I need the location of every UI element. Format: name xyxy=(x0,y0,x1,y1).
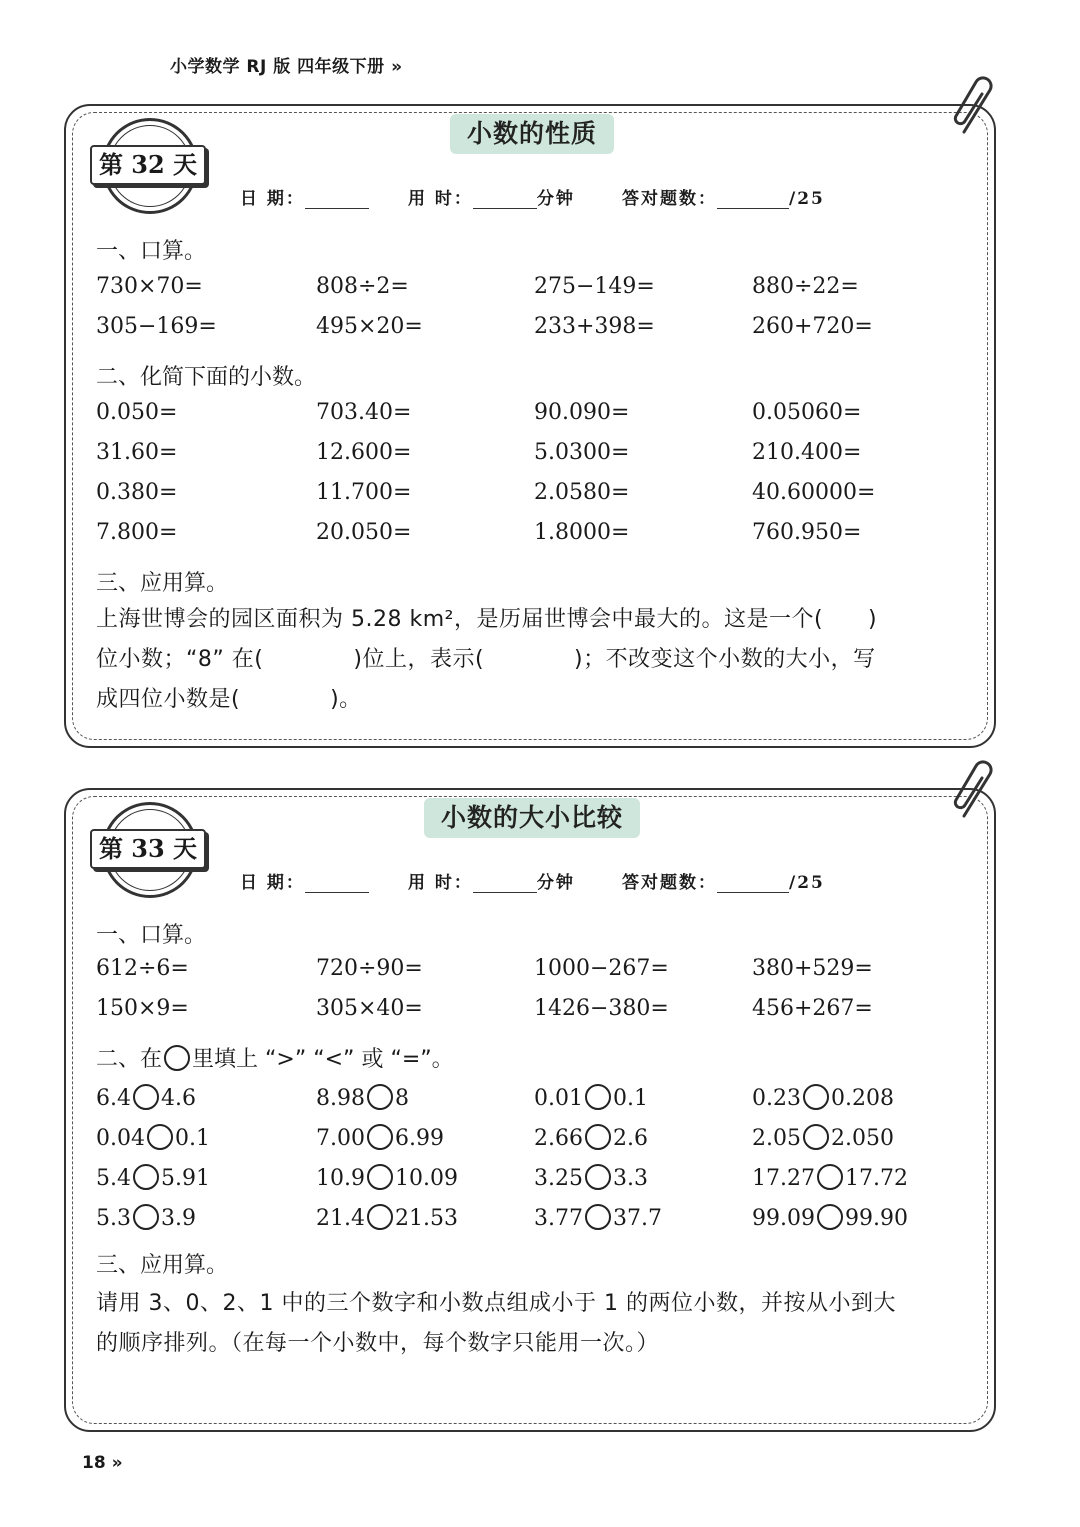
answer-circle[interactable] xyxy=(585,1204,611,1230)
compare-problem xyxy=(534,1084,648,1111)
left-value: 2.66 xyxy=(534,1126,583,1151)
simplify-problem: 0.05060= xyxy=(752,400,862,425)
problem-line: 请用 3、0、2、1 中的三个数字和小数点组成小于 1 的两位小数，并按从小到大 xyxy=(96,1291,896,1316)
compare-problem xyxy=(534,1164,648,1191)
oral-problem: 808÷2= xyxy=(316,274,409,299)
day33-s2-heading xyxy=(96,1042,454,1073)
right-value: 2.6 xyxy=(612,1126,648,1151)
right-value: 3.9 xyxy=(161,1206,196,1231)
answer-circle[interactable] xyxy=(585,1164,611,1190)
date-blank[interactable] xyxy=(305,876,369,893)
simplify-problem: 5.0300= xyxy=(534,440,630,465)
day32-s2-row xyxy=(0,480,880,514)
oral-problem: 150×9= xyxy=(96,996,189,1021)
simplify-problem: 760.950= xyxy=(752,520,862,545)
day32-s1-row xyxy=(0,314,880,348)
day32-meta-score xyxy=(622,184,825,209)
day32-meta-date xyxy=(240,184,369,209)
heading-post: 里填上 “>” “<” 或 “=”。 xyxy=(192,1047,454,1072)
score-blank[interactable] xyxy=(717,876,789,893)
answer-circle[interactable] xyxy=(803,1124,829,1150)
compare-problem xyxy=(752,1204,908,1231)
right-value: 17.72 xyxy=(844,1166,908,1191)
oral-problem: 275−149= xyxy=(534,274,655,299)
answer-circle[interactable] xyxy=(367,1124,393,1150)
day32-s1-heading: 一、口算。 xyxy=(96,239,207,264)
day32-s3-problem xyxy=(96,600,968,720)
oral-problem: 380+529= xyxy=(752,956,873,981)
simplify-problem: 11.700= xyxy=(316,480,412,505)
compare-problem xyxy=(752,1124,894,1151)
right-value: 0.208 xyxy=(830,1086,894,1111)
book-header: 小学数学 RJ 版 四年级下册 » xyxy=(170,57,403,77)
right-value: 99.90 xyxy=(844,1206,908,1231)
simplify-problem: 31.60= xyxy=(96,440,178,465)
day33-s2-row xyxy=(0,1084,894,1118)
score-total: /25 xyxy=(789,873,825,893)
day32-meta-time xyxy=(408,184,575,209)
date-label: 日 期： xyxy=(240,189,305,209)
day33-s3-problem xyxy=(96,1284,968,1364)
answer-circle[interactable] xyxy=(367,1204,393,1230)
day32-s2-row xyxy=(0,520,880,554)
simplify-problem: 20.050= xyxy=(316,520,412,545)
score-total: /25 xyxy=(789,189,825,209)
answer-circle[interactable] xyxy=(585,1084,611,1110)
compare-problem xyxy=(752,1084,894,1111)
compare-problem xyxy=(534,1204,662,1231)
compare-problem xyxy=(96,1204,196,1231)
compare-problem xyxy=(96,1084,196,1111)
time-unit: 分钟 xyxy=(536,873,575,893)
day33-meta-time xyxy=(408,868,575,893)
page-number: 18 » xyxy=(82,1453,123,1473)
problem-line: 的顺序排列。（在每一个小数中，每个数字只能用一次。） xyxy=(96,1331,660,1356)
answer-circle[interactable] xyxy=(133,1164,159,1190)
day33-title: 小数的大小比较 xyxy=(424,798,640,838)
compare-problem xyxy=(752,1164,908,1191)
date-blank[interactable] xyxy=(305,192,369,209)
right-value: 5.91 xyxy=(161,1166,210,1191)
day32-title: 小数的性质 xyxy=(450,114,614,154)
oral-problem: 1000−267= xyxy=(534,956,669,981)
simplify-problem: 1.8000= xyxy=(534,520,630,545)
left-value: 5.3 xyxy=(96,1206,131,1231)
oral-problem: 880÷22= xyxy=(752,274,859,299)
compare-problem xyxy=(96,1164,210,1191)
compare-problem xyxy=(316,1204,458,1231)
right-value: 21.53 xyxy=(394,1206,458,1231)
day33-s1-row xyxy=(0,996,880,1030)
right-value: 6.99 xyxy=(394,1126,444,1151)
heading-pre: 二、在 xyxy=(96,1047,163,1072)
left-value: 99.09 xyxy=(752,1206,815,1231)
answer-circle[interactable] xyxy=(585,1124,611,1150)
answer-circle[interactable] xyxy=(147,1124,173,1150)
day33-badge xyxy=(90,802,206,900)
problem-line: 位小数；“8” 在( )位上，表示( )；不改变这个小数的大小，写 xyxy=(96,647,876,672)
day33-meta-date xyxy=(240,868,369,893)
right-value: 2.050 xyxy=(830,1126,894,1151)
right-value: 8 xyxy=(394,1086,409,1111)
left-value: 3.77 xyxy=(534,1206,583,1231)
compare-problem xyxy=(316,1124,444,1151)
left-value: 21.4 xyxy=(316,1206,365,1231)
day32-badge xyxy=(90,118,206,216)
compare-problem xyxy=(534,1124,648,1151)
right-value: 0.1 xyxy=(612,1086,648,1111)
problem-line: 上海世博会的园区面积为 5.28 km²，是历届世博会中最大的。这是一个( ) xyxy=(96,607,878,632)
answer-circle[interactable] xyxy=(367,1164,393,1190)
circle-icon xyxy=(164,1045,190,1071)
oral-problem: 305×40= xyxy=(316,996,423,1021)
left-value: 6.4 xyxy=(96,1086,131,1111)
compare-problem xyxy=(96,1124,210,1151)
day32-badge-label: 第 32 天 xyxy=(90,145,206,185)
time-blank[interactable] xyxy=(473,876,537,893)
oral-problem: 1426−380= xyxy=(534,996,669,1021)
compare-problem xyxy=(316,1164,458,1191)
simplify-problem: 7.800= xyxy=(96,520,178,545)
oral-problem: 612÷6= xyxy=(96,956,189,981)
day33-s2-row xyxy=(0,1124,894,1158)
answer-circle[interactable] xyxy=(803,1084,829,1110)
score-label: 答对题数： xyxy=(622,873,717,893)
day33-s2-row xyxy=(0,1164,908,1198)
time-label: 用 时： xyxy=(408,189,473,209)
oral-problem: 730×70= xyxy=(96,274,203,299)
day32-s1-row xyxy=(0,274,880,308)
day32-s2-heading: 二、化简下面的小数。 xyxy=(96,365,317,390)
left-value: 10.9 xyxy=(316,1166,365,1191)
right-value: 0.1 xyxy=(174,1126,210,1151)
left-value: 0.04 xyxy=(96,1126,145,1151)
right-value: 3.3 xyxy=(612,1166,648,1191)
paperclip-icon xyxy=(950,76,1002,138)
left-value: 17.27 xyxy=(752,1166,815,1191)
score-label: 答对题数： xyxy=(622,189,717,209)
day33-badge-label: 第 33 天 xyxy=(90,829,206,869)
day33-s1-heading: 一、口算。 xyxy=(96,923,207,948)
simplify-problem: 12.600= xyxy=(316,440,412,465)
simplify-problem: 2.0580= xyxy=(534,480,630,505)
date-label: 日 期： xyxy=(240,873,305,893)
day33-meta-score xyxy=(622,868,825,893)
right-value: 10.09 xyxy=(394,1166,458,1191)
time-blank[interactable] xyxy=(473,192,537,209)
simplify-problem: 703.40= xyxy=(316,400,412,425)
answer-circle[interactable] xyxy=(817,1204,843,1230)
answer-circle[interactable] xyxy=(133,1084,159,1110)
day32-s3-heading: 三、应用算。 xyxy=(96,571,229,596)
left-value: 7.00 xyxy=(316,1126,365,1151)
answer-circle[interactable] xyxy=(817,1164,843,1190)
day33-s1-row xyxy=(0,956,880,990)
answer-circle[interactable] xyxy=(133,1204,159,1230)
day33-s2-row xyxy=(0,1204,908,1238)
day32-s2-row xyxy=(0,400,880,434)
time-unit: 分钟 xyxy=(536,189,575,209)
left-value: 3.25 xyxy=(534,1166,583,1191)
left-value: 0.23 xyxy=(752,1086,801,1111)
oral-problem: 305−169= xyxy=(96,314,217,339)
left-value: 5.4 xyxy=(96,1166,131,1191)
time-label: 用 时： xyxy=(408,873,473,893)
simplify-problem: 0.380= xyxy=(96,480,178,505)
simplify-problem: 90.090= xyxy=(534,400,630,425)
oral-problem: 495×20= xyxy=(316,314,423,339)
oral-problem: 233+398= xyxy=(534,314,655,339)
compare-problem xyxy=(316,1084,409,1111)
simplify-problem: 0.050= xyxy=(96,400,178,425)
left-value: 0.01 xyxy=(534,1086,583,1111)
oral-problem: 456+267= xyxy=(752,996,873,1021)
day33-s3-heading: 三、应用算。 xyxy=(96,1253,229,1278)
simplify-problem: 40.60000= xyxy=(752,480,876,505)
oral-problem: 720÷90= xyxy=(316,956,423,981)
score-blank[interactable] xyxy=(717,192,789,209)
simplify-problem: 210.400= xyxy=(752,440,862,465)
day32-s2-row xyxy=(0,440,880,474)
oral-problem: 260+720= xyxy=(752,314,873,339)
left-value: 8.98 xyxy=(316,1086,365,1111)
left-value: 2.05 xyxy=(752,1126,801,1151)
problem-line: 成四位小数是( )。 xyxy=(96,687,362,712)
right-value: 4.6 xyxy=(161,1086,196,1111)
paperclip-icon xyxy=(950,760,1002,822)
right-value: 37.7 xyxy=(612,1206,662,1231)
answer-circle[interactable] xyxy=(367,1084,393,1110)
